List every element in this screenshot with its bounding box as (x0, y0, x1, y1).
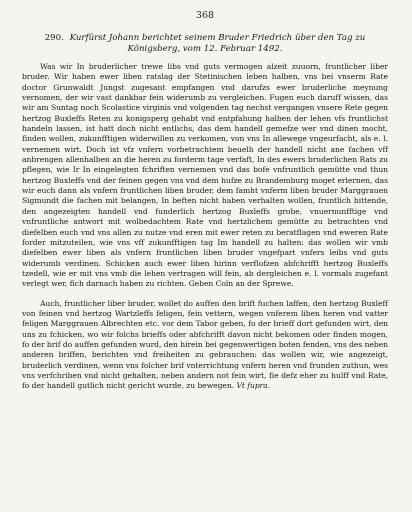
document-number: 290. (44, 33, 64, 43)
closing-note: Vt fupra. (236, 381, 271, 391)
body-paragraph-2-text: Auch, fruntlicher liber bruder, wollet do auffen den brift fuchen laffen, den hertzog Buxleff von feinen vnd hertzog Wartzleffs feligen, fein vettern, wegen vnferem liben heren vnd vatter feligen Marggrauen Albrechten etc. vor dem Tabor geben, fo der brieff dort gefunden wirt, den uns zu fchicken, wo wir folchs brieffs oder abfchrifft davon nicht bekomen oder finden mogen, fo der brif do auffen gefunden wurd, den hirein bei gegenwertigen boten fenden, vns des neben anderen briffen, berichten vnd freiheiten zu gebrauchen: das wollen wir, wie angezeigt, bruderlich verdinen, wenn vns folcher brif vnterrichtung vnfern heren vnd frunden zuthun, wes vns verfchriben vnd nicht gehalten, neben andern not fein wirt, fie defz eher zu hulff vnd Rate, fo der handell gutlich nicht gericht wurde, zu bewegen. (22, 298, 388, 391)
document-title: Kurfürst Johann berichtet seinem Bruder Friedrich über den Tag zu Königsberg, vom 12. Februar 1492. (69, 33, 366, 54)
paragraph-gap (22, 290, 388, 299)
document-heading (28, 33, 382, 55)
body-paragraph-1: Was wir In bruderlicher trewe libs vnd guts vermogen alzeit zuuorn, fruntlicher liber bruder. Wir haben ewer liben ratslag der Stetinischen leben halben, vns bei vnserm Rate doctor Grunwaldt Jungst zugesant empfangen vnd darufzs ewer bruderliche meynung vernomen, der wir vast dankbar fein widerumb zu vergleichen. Fugen euch daruff wissen, das wir am Suntag noch Scolastice virginis vnd volgenden tag nechst vergangen vnsere Rete gegen hertzog Buxleffs Reten zu konigsperg gehabt vnd entpfahung halben der lehen vfs fruntlichst handeln lassen, ist hatt doch nicht entlichs, das dem handell gemefze wer vnd dinen mocht, finden wollen, zukunfftigen widerwillen zu verkomen, von vns In allewege vngeurfacht, als e. l. vernemen wirt. Doch ist vfz vnfern vorbetrachtem beuelh der handell nicht ane fachen vff anbrengen allenhalben an die heren zu forderm tage verfaft, In des ewers bruderlichen Rats zu pflegen, wie Ir In eingelegten fchriften vernemen vnd das bofe vnfruntlich gemütte vnd thun hertzog Buxleffs vnd der feinen gegen vns vnd dem hufze zu Brandemburg moget erlernen, das wir euch dann als vnfern fruntlichen liben bruder, dem famht vnferm liben bruder Marggrauen Sigmundt die fachen mit belangen, In beften nicht haben verhalten wollen, fruntlich bittende, den angezeigten handell vnd funderlich hertzog Buxleffs grobe, vnuernunfftige vnd vnfruntliche antwort mit wolbedachtem Rate vnd hertzlichem gemütte zu betrachten vnd diefelben euch vnd vns allen zu nutze vnd eren mit ewer reten zu beratflagen vnd eweren Rate forder mitzuteilen, wie vns vff zukunfftigen tag Im handell zu halten: das wollen wir vmb diefelben ewer liben als vnfern fruntlichen liben bruder vngefpart vnfers leibs vnd guts widerumb verdinen. Schicken auch ewer liben hirinn verflofzen abfchrifft hertzog Buxleffs tzedell, wie er mit vns vmb die lehen vertragen will fein, ab dergleichen e. l. vormals zugefant verlegt wer, fich darnach haben zu richten. Geben Coln an der Sprewe. (22, 62, 388, 289)
body-paragraph-2 (22, 299, 388, 392)
page-number: 368 (195, 10, 215, 21)
